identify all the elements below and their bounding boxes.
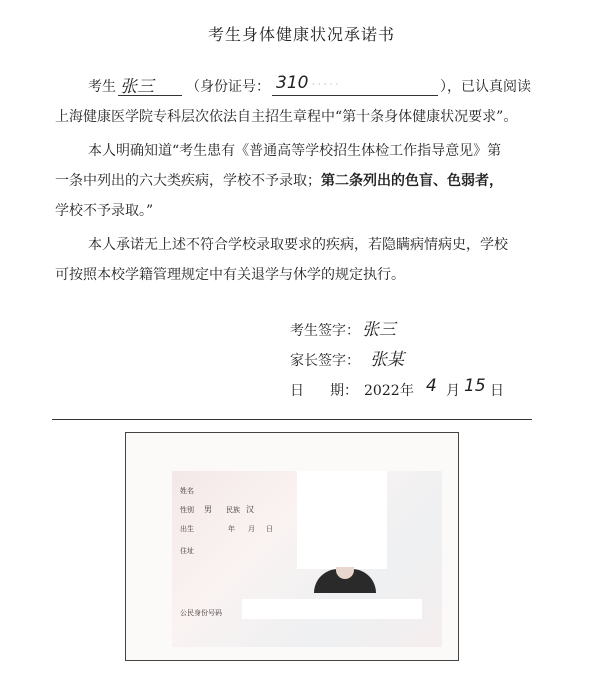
student-name-handwritten: 张三: [120, 77, 154, 97]
id-card-face: [172, 471, 442, 647]
id-card-photocopy: [125, 432, 459, 661]
paragraph2-line1: 本人明确知道“考生患有《普通高等学校招生体检工作指导意见》第: [88, 143, 502, 159]
id-card-address-label: 住址: [180, 547, 194, 555]
paragraph3-line1: 本人承诺无上述不符合学校录取要求的疾病，若隐瞒病情病史，学校: [88, 237, 508, 253]
date-label-2: 期：: [330, 383, 358, 399]
parent-signature-label: 家长签字：: [290, 353, 360, 369]
id-card-name-label: 姓名: [180, 487, 194, 495]
id-label: （身份证号：: [186, 79, 270, 95]
paragraph2-line2-bold: 第二条列出的色盲、色弱者，: [321, 173, 503, 189]
paragraph2-line2: [55, 172, 503, 190]
parent-signature: 张某: [370, 350, 404, 370]
redacted-id-digits: ·····: [312, 80, 342, 90]
student-label: 考生: [88, 79, 116, 95]
id-card-id-number-label: 公民身份号码: [180, 609, 222, 617]
name-underline: [118, 95, 182, 96]
photo-redaction: [297, 471, 387, 569]
paragraph1-line2: 上海健康医学院专科层次依法自主招生章程中“第十条身体健康状况要求”。: [55, 109, 518, 125]
id-card-gender-label: 性别: [180, 506, 194, 514]
date-day: 15: [464, 376, 486, 396]
id-card-birth-day-unit: 日: [266, 525, 273, 533]
student-signature-label: 考生签字：: [290, 323, 360, 339]
paragraph2-line2-normal: 一条中列出的六大类疾病，学校不予录取；: [55, 173, 321, 189]
date-label-1: 日: [290, 383, 304, 399]
id-number-handwritten: 310: [276, 73, 309, 93]
date-year-unit: 年: [400, 383, 414, 399]
id-card-birth-month-unit: 月: [248, 525, 255, 533]
paragraph3-line2: 可按照本校学籍管理规定中有关退学与休学的规定执行。: [55, 267, 405, 283]
date-month-unit: 月: [446, 383, 460, 399]
divider-line: [52, 419, 532, 420]
id-card-ethnicity-value: 汉: [246, 505, 254, 514]
id-card-birth-year-unit: 年: [228, 525, 235, 533]
student-signature: 张三: [362, 320, 396, 340]
document-title: 考生身体健康状况承诺书: [207, 25, 395, 44]
id-card-ethnicity-label: 民族: [226, 506, 240, 514]
date-day-unit: 日: [490, 383, 504, 399]
date-month: 4: [426, 376, 437, 396]
id-card-gender-value: 男: [204, 505, 212, 514]
date-year: 2022: [364, 383, 400, 399]
id-underline: [272, 95, 438, 96]
id-card-birth-label: 出生: [180, 525, 194, 533]
read-confirm-text: ），已认真阅读: [440, 79, 531, 95]
id-number-redaction: [242, 599, 422, 619]
paragraph2-line3: 学校不予录取。”: [55, 203, 154, 219]
